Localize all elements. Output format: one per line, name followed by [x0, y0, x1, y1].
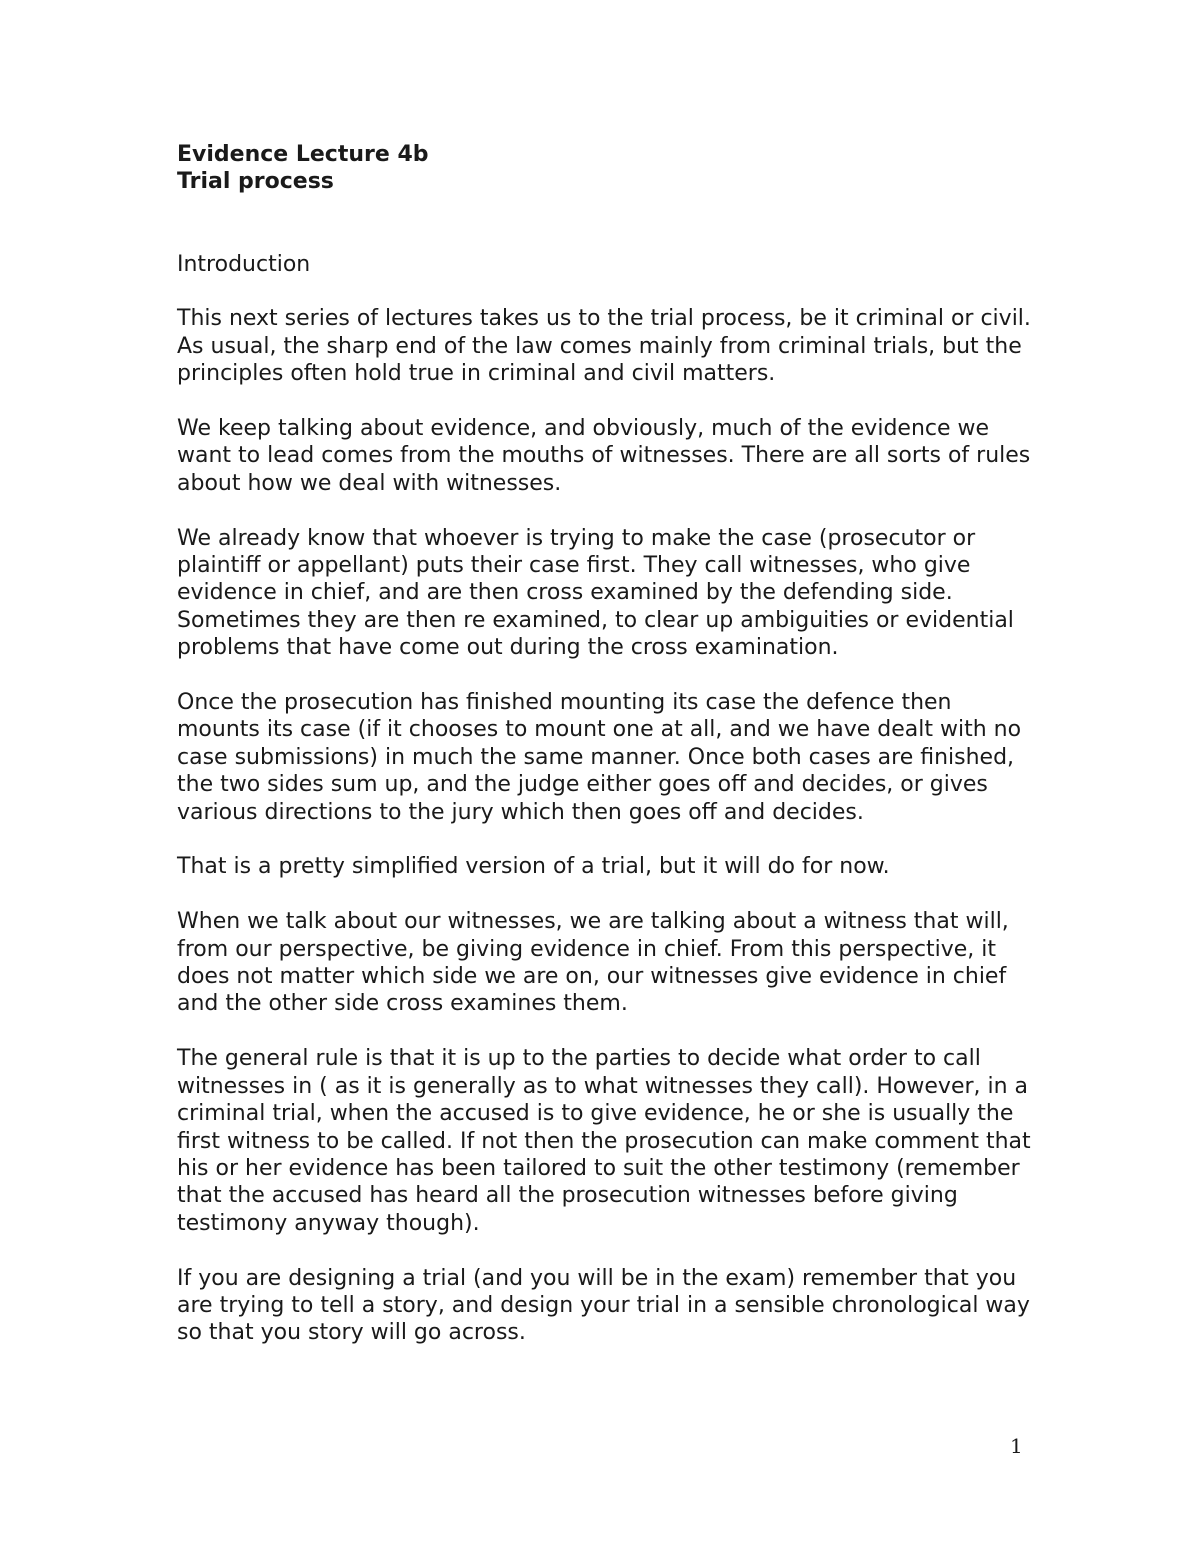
page-number: 1 [1010, 1434, 1023, 1458]
section-heading: Introduction [177, 251, 311, 277]
paragraph-2: We keep talking about evidence, and obviously, much of the evidence we want to lead comes from the mouths of witnesses. There are all sorts of rules about how we deal with witnesses. [177, 416, 1031, 496]
document-subtitle: Trial process [177, 169, 334, 195]
document-body [177, 141, 1037, 1374]
paragraph-8: If you are designing a trial (and you will be in the exam) remember that you are trying to tell a story, and design your trial in a sensible chronological way so that you story will go across. [177, 1265, 1030, 1346]
document-title: Evidence Lecture 4b [177, 142, 429, 167]
paragraph-7: The general rule is that it is up to the parties to decide what order to call witnesses in ( as it is generally as to what witnesses they call). However, in a criminal trial, when the accused is to give evidence, he or she is usually the first witness to be called. If not then the prosecution can make comment that his or her evidence has been tailored to suit the other testimony (remember that the accused has heard all the prosecution witnesses before giving testimony anyway though). [177, 1046, 1031, 1236]
paragraph-1: This next series of lectures takes us to the trial process, be it criminal or civil. As usual, the sharp end of the law comes mainly from criminal trials, but the principles often hold true in criminal and civil matters. [177, 306, 1031, 387]
paragraph-5: That is a pretty simplified version of a trial, but it will do for now. [177, 854, 890, 880]
paragraph-3: We already know that whoever is trying to make the case (prosecutor or plaintiff or appellant) puts their case first. They call witnesses, who give evidence in chief, and are then cross examined by the defending side. Sometimes they are then re examined, to clear up ambiguities or evidential problems that have come out during the cross examination. [177, 525, 1014, 661]
title-block [177, 141, 1037, 196]
paragraph-4: Once the prosecution has finished mounting its case the defence then mounts its case (if it chooses to mount one at all, and we have dealt with no case submissions) in much the same manner. Once both cases are finished, the two sides sum up, and the judge either goes off and decides, or gives various directions to the jury which then goes off and decides. [177, 690, 1022, 825]
paragraph-6: When we talk about our witnesses, we are talking about a witness that will, from our perspective, be giving evidence in chief. From this perspective, it does not matter which side we are on, our witnesses give evidence in chief and the other side cross examines them. [177, 909, 1009, 1017]
